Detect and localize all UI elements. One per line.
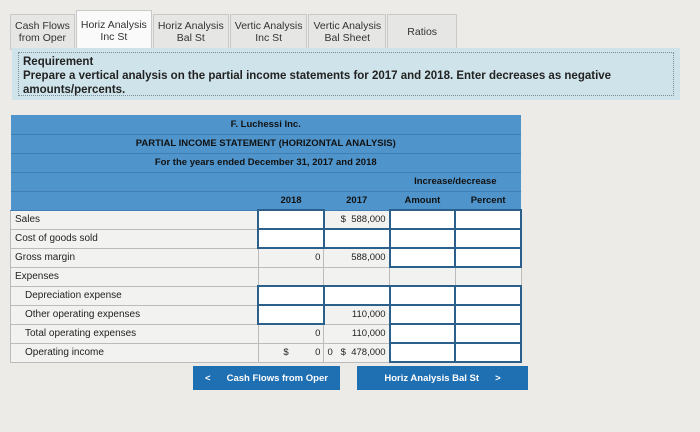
- row-label: Expenses: [11, 267, 259, 286]
- value-2017: [324, 267, 390, 286]
- table-row: [11, 248, 522, 267]
- input-2018[interactable]: [258, 229, 324, 248]
- input-amount[interactable]: [390, 305, 456, 324]
- row-label: Total operating expenses: [11, 324, 259, 343]
- value-2018: 0: [258, 248, 324, 267]
- statement-period: For the years ended December 31, 2017 and 2018: [11, 153, 522, 172]
- table-row: [11, 286, 522, 305]
- value-percent: [455, 267, 521, 286]
- tab-horiz-analysis-bal-st[interactable]: Horiz Analysis Bal St: [153, 14, 229, 50]
- input-percent[interactable]: [455, 229, 521, 248]
- company-name: F. Luchessi Inc.: [11, 115, 522, 134]
- input-percent[interactable]: [455, 343, 521, 362]
- table-row: [11, 343, 522, 362]
- input-amount[interactable]: [390, 210, 456, 229]
- value-2018: [258, 267, 324, 286]
- input-percent[interactable]: [455, 286, 521, 305]
- table-row: [11, 324, 522, 343]
- statement-title: PARTIAL INCOME STATEMENT (HORIZONTAL ANALYSIS): [11, 134, 522, 153]
- col-percent-header: Percent: [455, 191, 521, 210]
- value-2018: 0: [258, 324, 324, 343]
- next-tab-button[interactable]: [357, 366, 528, 390]
- prev-tab-button[interactable]: [193, 366, 340, 390]
- tab-vertic-analysis-inc-st[interactable]: Vertic Analysis Inc St: [230, 14, 308, 50]
- tab-bar: [10, 10, 458, 50]
- row-label: Operating income: [11, 343, 259, 362]
- col-2018-header: 2018: [258, 191, 324, 210]
- table-row: [11, 210, 522, 229]
- input-amount[interactable]: [390, 286, 456, 305]
- table-row: [11, 305, 522, 324]
- input-percent[interactable]: [455, 324, 521, 343]
- value-2017: 110,000: [324, 305, 390, 324]
- input-amount[interactable]: [390, 248, 456, 267]
- value-2017: $ 588,000: [324, 210, 390, 229]
- income-statement-table: [10, 115, 522, 363]
- input-percent[interactable]: [455, 210, 521, 229]
- col-2017-header: 2017: [324, 191, 390, 210]
- prev-tab-label: Cash Flows from Oper: [226, 372, 328, 384]
- tab-ratios[interactable]: Ratios: [387, 14, 457, 50]
- chevron-right-icon: >: [495, 372, 501, 384]
- value-2017: 0 $ 478,000: [324, 343, 390, 362]
- next-tab-label: Horiz Analysis Bal St: [384, 372, 480, 384]
- input-percent[interactable]: [455, 248, 521, 267]
- value-2017: 588,000: [324, 248, 390, 267]
- value-amount: [390, 267, 456, 286]
- input-percent[interactable]: [455, 305, 521, 324]
- col-amount-header: Amount: [390, 191, 456, 210]
- value-2018: $ 0: [258, 343, 324, 362]
- increase-decrease-header: Increase/decrease: [390, 172, 521, 191]
- input-2017[interactable]: [324, 229, 390, 248]
- table-row: [11, 267, 522, 286]
- tab-horiz-analysis-inc-st[interactable]: Horiz Analysis Inc St: [76, 10, 152, 50]
- input-amount[interactable]: [390, 343, 456, 362]
- value-2017: 110,000: [324, 324, 390, 343]
- row-label: Gross margin: [11, 248, 259, 267]
- tab-vertic-analysis-bal-sheet[interactable]: Vertic Analysis Bal Sheet: [308, 14, 386, 50]
- row-label: Sales: [11, 210, 259, 229]
- tab-cash-flows-from-oper[interactable]: Cash Flows from Oper: [10, 14, 75, 50]
- requirement-title: Requirement: [23, 56, 94, 68]
- input-2018[interactable]: [258, 210, 324, 229]
- input-amount[interactable]: [390, 324, 456, 343]
- input-amount[interactable]: [390, 229, 456, 248]
- requirement-panel: [12, 48, 680, 100]
- input-2018[interactable]: [258, 286, 324, 305]
- input-2017[interactable]: [324, 286, 390, 305]
- row-label: Depreciation expense: [11, 286, 259, 305]
- table-row: [11, 229, 522, 248]
- requirement-text: Prepare a vertical analysis on the partial income statements for 2017 and 2018. Enter decreases as negative amounts/percents.: [23, 70, 612, 96]
- input-2018[interactable]: [258, 305, 324, 324]
- row-label: Cost of goods sold: [11, 229, 259, 248]
- row-label: Other operating expenses: [11, 305, 259, 324]
- chevron-left-icon: <: [205, 372, 211, 384]
